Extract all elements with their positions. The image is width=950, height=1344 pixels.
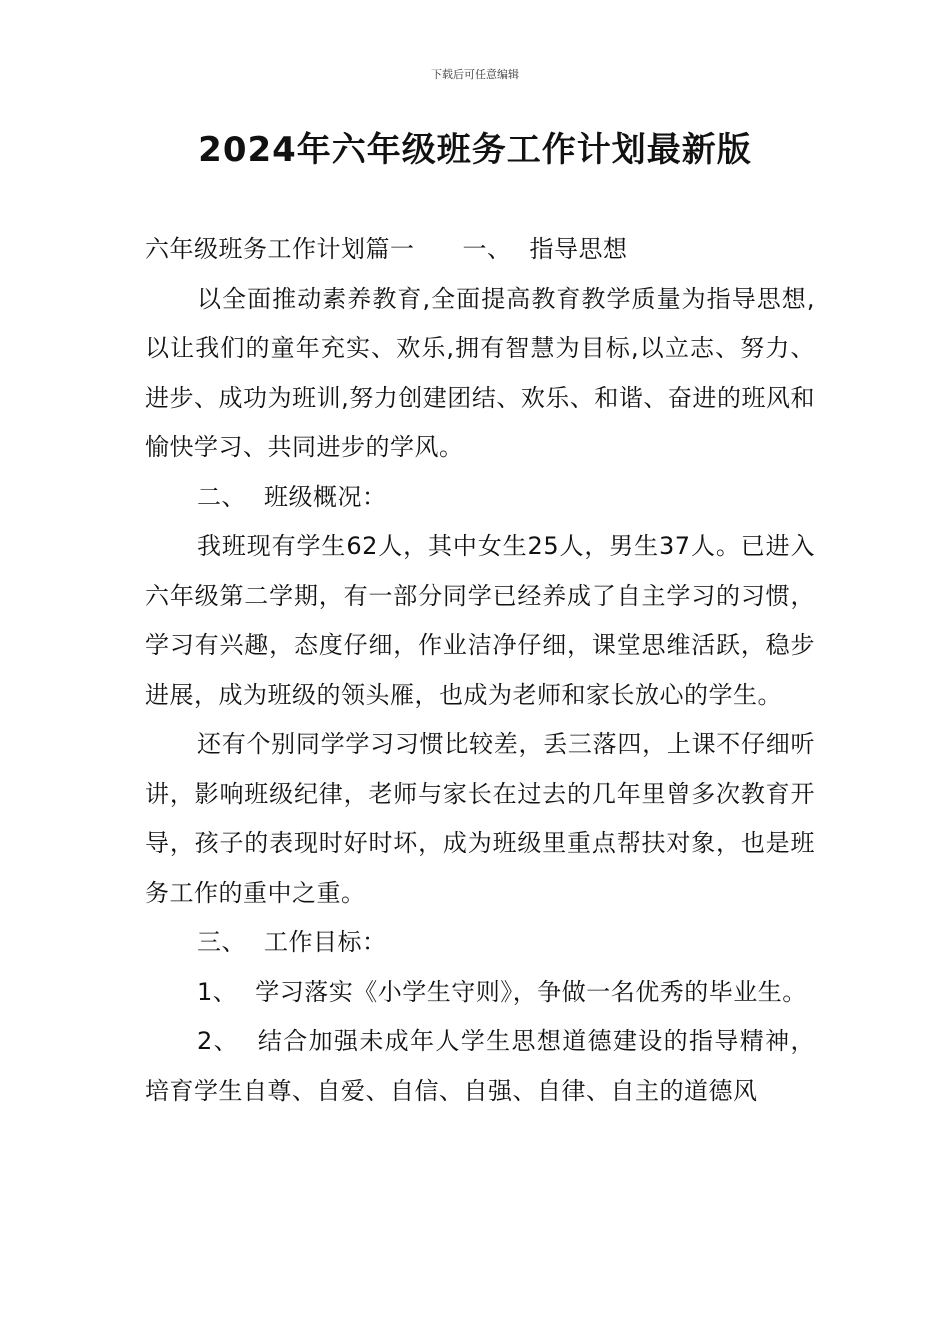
- list-item-text: 结合加强未成年人学生思想道德建设的指导精神，培育学生自尊、自爱、自信、自强、自律、自主的道德风: [145, 1027, 815, 1105]
- paragraph-class-overview: 我班现有学生62人，其中女生25人，男生37人。已进入六年级第二学期，有一部分同学已经养成了自主学习的习惯，学习有兴趣，态度仔细，作业洁净仔细，课堂思维活跃，稳步进展，成为班级的领头雁，也成为老师和家长放心的学生。: [145, 532, 815, 709]
- heading-work-goals: [145, 918, 815, 968]
- heading-class-overview: [145, 473, 815, 523]
- list-item-number: 2、: [197, 1027, 239, 1055]
- paragraph-weak-students: 还有个别同学学习习惯比较差，丢三落四，上课不仔细听讲，影响班级纪律，老师与家长在过去的几年里曾多次教育开导，孩子的表现时好时坏，成为班级里重点帮扶对象，也是班务工作的重中之重。: [145, 730, 815, 907]
- list-item-text: 学习落实《小学生守则》，争做一名优秀的毕业生。: [255, 977, 807, 1006]
- list-item: [145, 1017, 815, 1116]
- list-item: [145, 968, 815, 1018]
- intro-line: [145, 225, 815, 275]
- heading-number: 三、: [197, 928, 246, 956]
- section-heading: 指导思想: [529, 235, 628, 263]
- heading-number: 二、: [197, 482, 246, 511]
- section-label: 六年级班务工作计划篇一: [145, 235, 415, 263]
- section-number: 一、: [462, 235, 512, 263]
- heading-text: 班级概况：: [264, 482, 387, 511]
- document-title: 2024年六年级班务工作计划最新版: [198, 130, 752, 170]
- list-item-number: 1、: [197, 977, 238, 1006]
- header-note: 下载后可任意编辑: [431, 68, 519, 81]
- document-body: [145, 225, 815, 1116]
- heading-text: 工作目标：: [264, 928, 387, 956]
- paragraph-guiding-thought: 以全面推动素养教育,全面提高教育教学质量为指导思想,以让我们的童年充实、欢乐,拥有智慧为目标,以立志、努力、进步、成功为班训,努力创建团结、欢乐、和谐、奋进的班风和愉快学习、共同进步的学风。: [145, 284, 815, 461]
